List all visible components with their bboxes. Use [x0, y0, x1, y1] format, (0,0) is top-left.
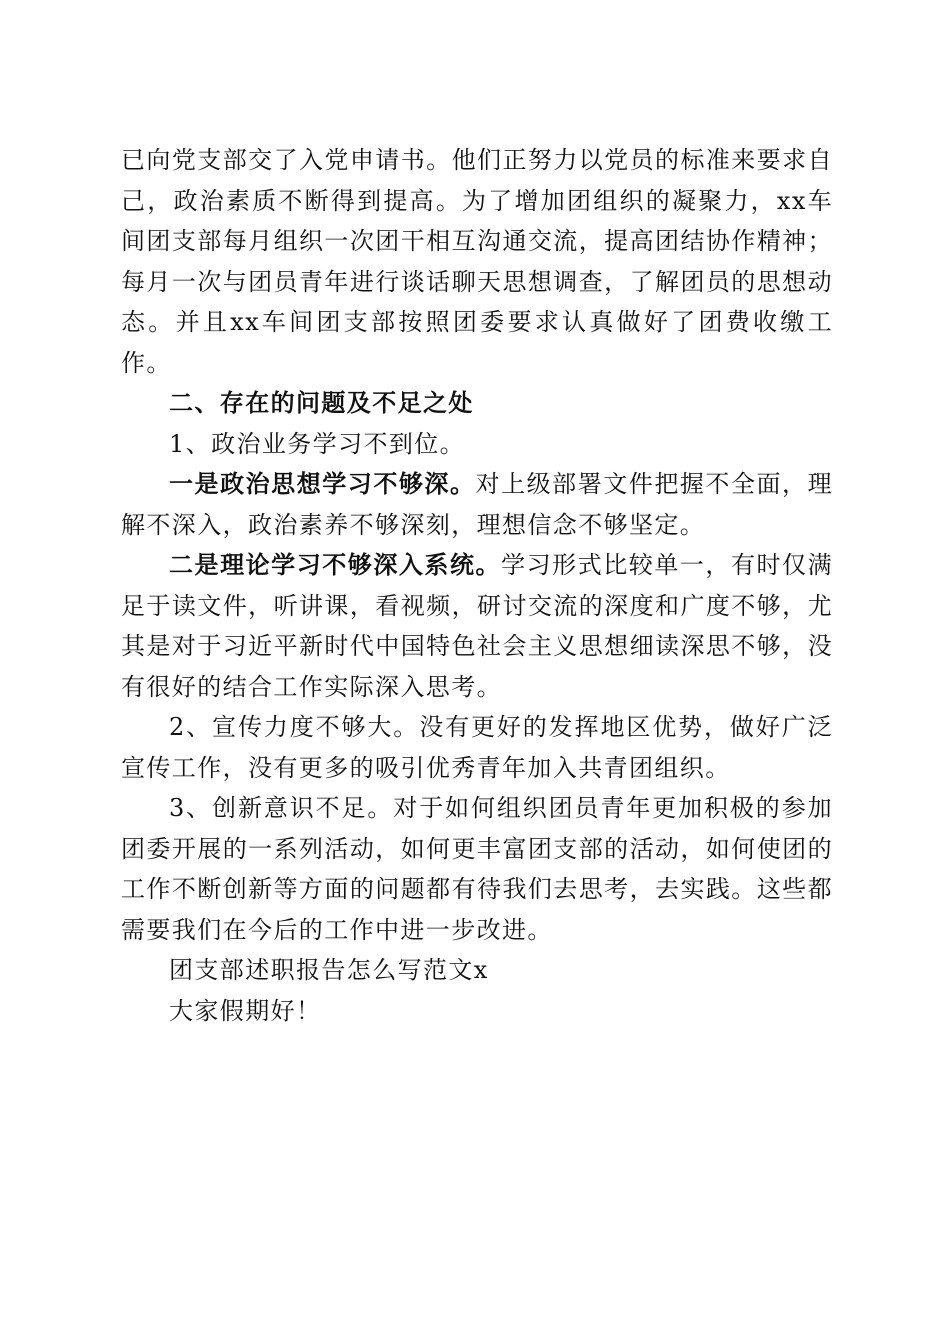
- paragraph-greeting: 大家假期好！: [169, 996, 322, 1025]
- section-heading-problems: 二、存在的问题及不足之处: [169, 389, 474, 417]
- paragraph-body-text: 对上级部署文件把握不全面，理解不深入，政治素养不够深刻，理想信念不够坚定。: [121, 470, 833, 539]
- paragraph-innovation: 3、创新意识不足。对于如何组织团员青年更加积极的参加团委开展的一系列活动，如何更丰富团支部的活动，如何使团的工作不断创新等方面的问题都有待我们去思考，去实践。这些都需要我们在今后的工作中进一步改进。: [121, 794, 833, 944]
- subheading-political-study: 1、政治业务学习不到位。: [169, 429, 466, 458]
- paragraph-continuation: 已向党支部交了入党申请书。他们正努力以党员的标准来要求自己，政治素质不断得到提高。为了增加团组织的凝聚力，xx车间团支部每月组织一次团干相互沟通交流，提高团结协作精神；每月一次与团员青年进行谈话聊天思想调查，了解团员的思想动态。并且xx车间团支部按照团委要求认真做好了团费收缴工作。: [121, 146, 833, 377]
- paragraph-point-two: [121, 545, 833, 707]
- document-page: [121, 140, 833, 1031]
- paragraph-body-text: 学习形式比较单一，有时仅满足于读文件，听讲课，看视频，研讨交流的深度和广度不够，尤其是对于习近平新时代中国特色社会主义思想细读深思不够，没有很好的结合工作实际深入思考。: [121, 551, 834, 701]
- paragraph-lead-text: 一是政治思想学习不够深。: [169, 470, 476, 498]
- paragraph-title-line: 团支部述职报告怎么写范文x: [169, 956, 489, 984]
- paragraph-lead-text: 二是理论学习不够深入系统。: [169, 551, 502, 579]
- paragraph-publicity: 2、宣传力度不够大。没有更好的发挥地区优势，做好广泛宣传工作，没有更多的吸引优秀青年加入共青团组织。: [121, 713, 833, 782]
- paragraph-point-one: [121, 464, 833, 545]
